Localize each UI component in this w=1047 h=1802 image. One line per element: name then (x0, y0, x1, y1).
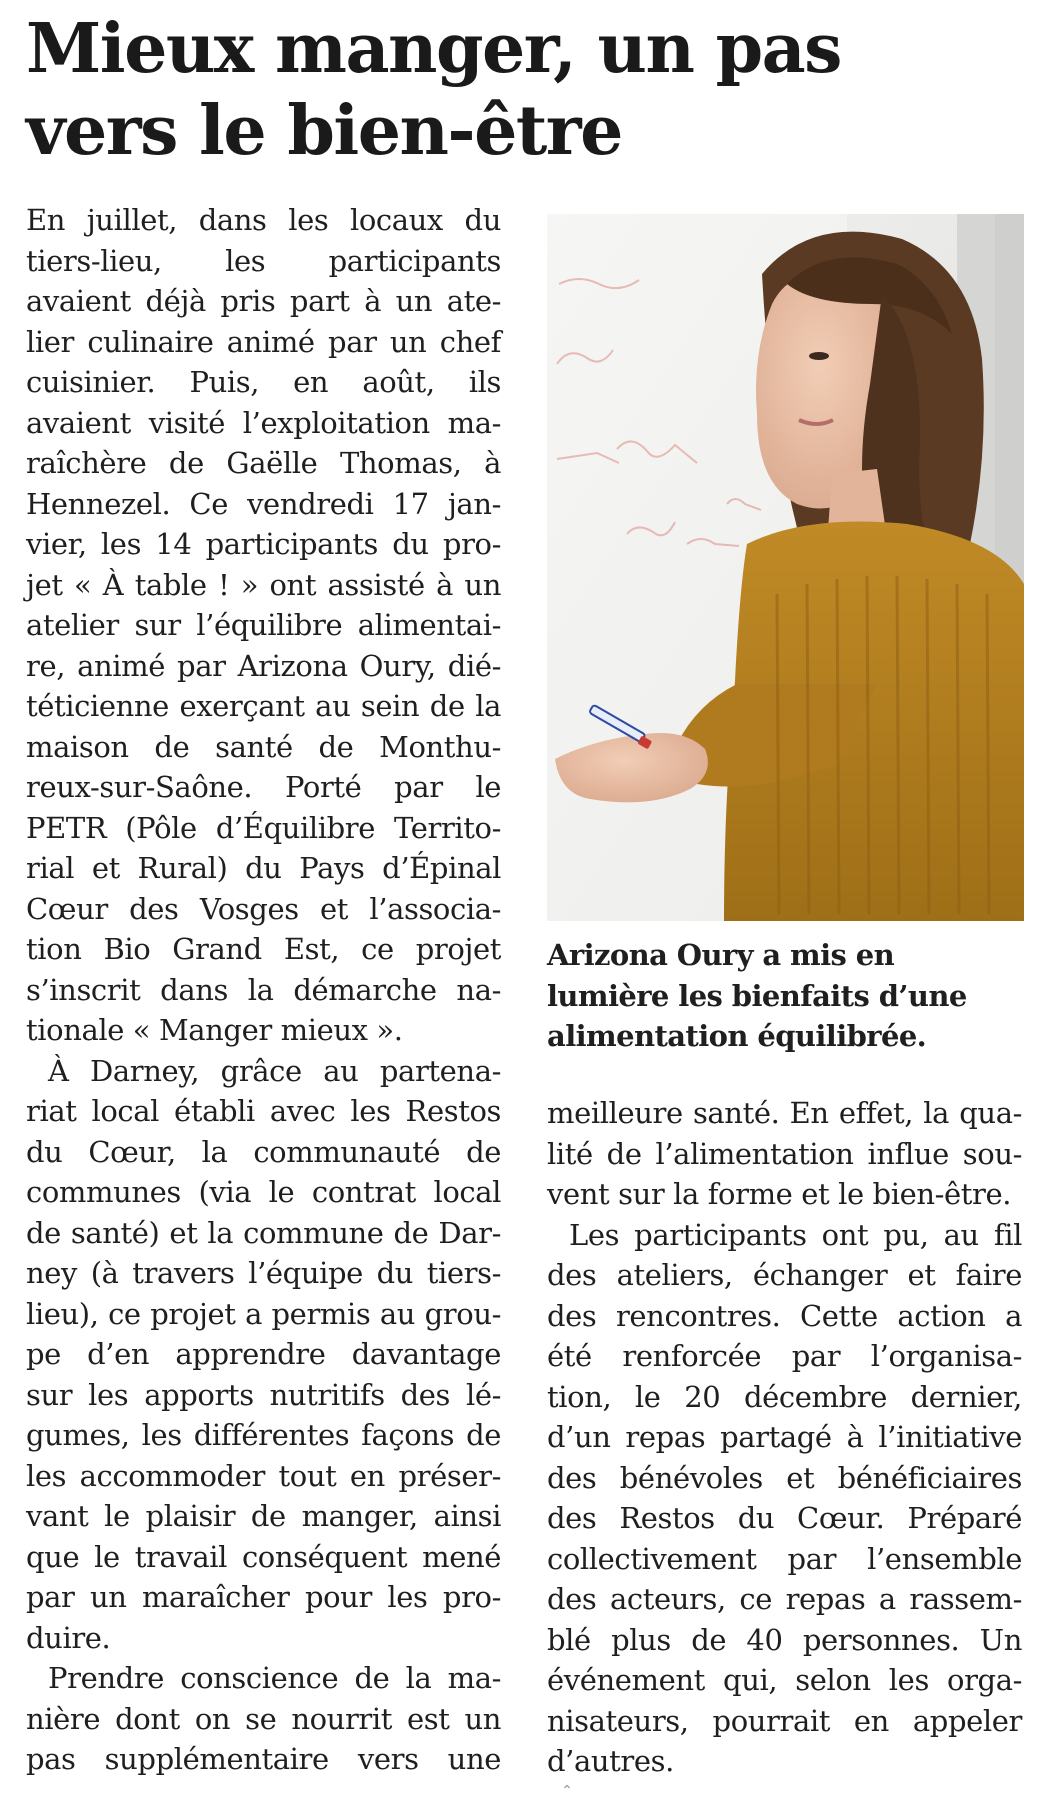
text-line: En juillet, dans les locaux du (26, 203, 501, 237)
text-line: avaient visité l’exploitation ma- (26, 405, 501, 440)
text-line: tion, le 20 décembre dernier, (547, 1379, 1022, 1414)
text-line: meilleure santé. En effet, la qua- (547, 1096, 1022, 1130)
text-line: que le travail conséquent mené (26, 1539, 501, 1574)
text-line: du Cœur, la communauté de (26, 1134, 501, 1169)
text-line: Les participants ont pu, au fil (569, 1217, 1022, 1252)
text-line: des acteurs, ce repas a rassem- (547, 1582, 1022, 1616)
text-line: atelier sur l’équilibre alimentai- (26, 608, 501, 642)
text-line: vent sur la forme et le bien-être. (547, 1177, 1012, 1211)
text-line: des ateliers, échanger et faire (547, 1258, 1022, 1292)
text-line: nisateurs, pourrait en appeler (547, 1703, 1022, 1738)
text-line: les accommoder tout en préser- (26, 1458, 501, 1493)
photo-illustration (547, 214, 1024, 921)
text-line: s’inscrit dans la démarche na- (26, 972, 501, 1007)
text-line: riat local établi avec les Restos (26, 1094, 501, 1128)
text-line: lier culinaire animé par un chef (26, 324, 501, 359)
text-line: été renforcée par l’organisa- (547, 1339, 1022, 1373)
text-line: re, animé par Arizona Oury, dié- (26, 648, 501, 683)
text-line: téticienne exerçant au sein de la (26, 689, 501, 723)
text-line: vier, les 14 participants du pro- (26, 527, 501, 561)
text-line: ney (à travers l’équipe du tiers- (26, 1256, 501, 1290)
text-line: nière dont on se nourrit est un (26, 1701, 501, 1736)
text-line: tion Bio Grand Est, ce projet (26, 932, 501, 966)
text-line: tionale « Manger mieux ». (26, 1013, 403, 1047)
headline-line-1: Mieux manger, un pas (26, 9, 841, 89)
text-line: Cœur des Vosges et l’associa- (26, 891, 501, 926)
text-line: d’un repas partagé à l’initiative (547, 1420, 1022, 1454)
text-line: lité de l’alimentation influe sou- (547, 1136, 1022, 1171)
headline-line-2: vers le bien-être (26, 91, 622, 171)
article-column-right (547, 1093, 1022, 1782)
caption-line: lumière les bienfaits d’une (547, 978, 967, 1013)
text-line: duire. (26, 1620, 111, 1655)
text-line: événement qui, selon les orga- (547, 1663, 1022, 1697)
text-line: PETR (Pôle d’Équilibre Territo- (26, 810, 501, 845)
text-line: pas supplémentaire vers une (26, 1742, 501, 1776)
text-line: vant le plaisir de manger, ainsi (26, 1499, 501, 1533)
text-line: maison de santé de Monthu- (26, 729, 501, 764)
text-line: de santé) et la commune de Dar- (26, 1215, 501, 1250)
text-line: raîchère de Gaëlle Thomas, à (26, 446, 501, 480)
headline (26, 8, 1026, 172)
caption-line: Arizona Oury a mis en (547, 938, 895, 972)
text-line: rial et Rural) du Pays d’Épinal (26, 851, 501, 885)
text-line: blé plus de 40 personnes. Un (547, 1622, 1022, 1657)
text-line: lieu), ce projet a permis au grou- (26, 1296, 501, 1331)
text-line: Hennezel. Ce vendredi 17 jan- (26, 486, 501, 521)
article-column-left (26, 200, 501, 1780)
text-line: des Restos du Cœur. Préparé (547, 1501, 1022, 1535)
text-line: pe d’en apprendre davantage (26, 1337, 501, 1371)
text-line: des rencontres. Cette action a (547, 1298, 1022, 1333)
text-line: des bénévoles et bénéficiaires (547, 1460, 1022, 1495)
text-line: collectivement par l’ensemble (547, 1541, 1022, 1576)
text-line: communes (via le contrat local (26, 1175, 501, 1209)
text-line: tiers-lieu, les participants (26, 243, 501, 278)
text-line: À Darney, grâce au partena- (48, 1053, 501, 1088)
photo-caption (547, 935, 1024, 1057)
text-line: gumes, les différentes façons de (26, 1418, 501, 1452)
text-line: sur les apports nutritifs des lé- (26, 1377, 501, 1412)
text-line: jet « À table ! » ont assisté à un (26, 567, 501, 602)
chevron-up-icon[interactable]: ⌃ (561, 1783, 573, 1799)
text-line: par un maraîcher pour les pro- (26, 1580, 501, 1614)
text-line: avaient déjà pris part à un ate- (26, 284, 501, 318)
article-photo (547, 214, 1024, 921)
text-line: cuisinier. Puis, en août, ils (26, 365, 501, 399)
text-line: reux-sur-Saône. Porté par le (26, 770, 501, 804)
text-line: d’autres. (547, 1744, 674, 1778)
caption-line: alimentation équilibrée. (547, 1019, 927, 1053)
text-line: Prendre conscience de la ma- (48, 1661, 501, 1695)
